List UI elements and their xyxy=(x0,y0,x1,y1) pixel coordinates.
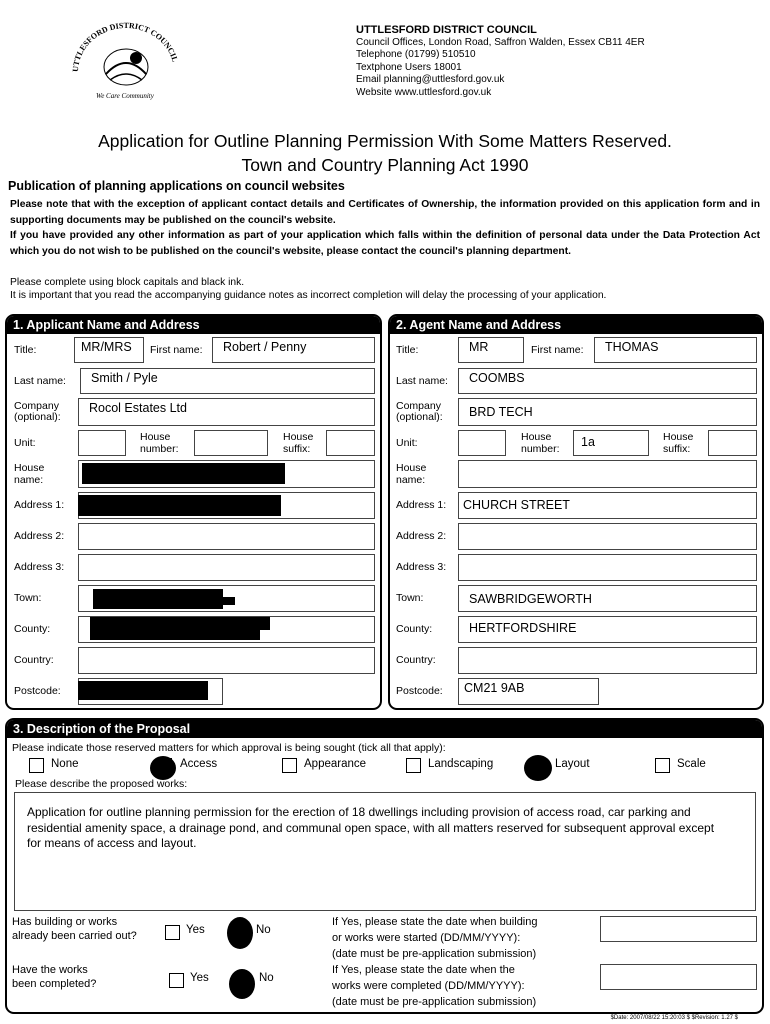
applicant-address2-label: Address 2: xyxy=(14,530,65,542)
reserved-matters-prompt: Please indicate those reserved matters for which approval is being sought (tick all that apply): xyxy=(12,742,446,754)
access-label: Access xyxy=(180,758,218,770)
landscaping-label: Landscaping xyxy=(428,758,494,770)
scale-label: Scale xyxy=(677,758,706,770)
applicant-address2-field[interactable] xyxy=(78,523,375,550)
works-completed-no-tick-mark xyxy=(229,969,255,999)
agent-first-name-field[interactable]: THOMAS xyxy=(594,337,757,363)
agent-town-label: Town: xyxy=(396,592,424,604)
appearance-checkbox[interactable] xyxy=(282,758,297,773)
applicant-address3-label: Address 3: xyxy=(14,561,65,573)
agent-house-name-label: House xyxy=(396,462,427,474)
works-completed-no-label: No xyxy=(259,972,274,984)
form-title: Application for Outline Planning Permission With Some Matters Reserved. xyxy=(98,131,672,151)
agent-postcode-field[interactable]: CM21 9AB xyxy=(458,678,599,705)
agent-unit-label: Unit: xyxy=(396,437,418,449)
council-address: Council Offices, London Road, Saffron Walden, Essex CB11 4ER xyxy=(356,36,645,48)
agent-town-field[interactable]: SAWBRIDGEWORTH xyxy=(458,585,757,612)
applicant-house-label: House xyxy=(140,431,171,443)
works-started-yes-checkbox[interactable] xyxy=(165,925,180,940)
works-completed-yes-label: Yes xyxy=(190,972,209,984)
agent-heading: 2. Agent Name and Address xyxy=(390,316,762,334)
layout-label: Layout xyxy=(555,758,590,770)
applicant-house-suffix-field[interactable] xyxy=(326,430,375,456)
applicant-first-name-label: First name: xyxy=(150,344,203,356)
agent-company-field[interactable]: BRD TECH xyxy=(458,398,757,426)
appearance-label: Appearance xyxy=(304,758,367,770)
agent-title-label: Title: xyxy=(396,344,419,356)
agent-county-field[interactable]: HERTFORDSHIRE xyxy=(458,616,757,643)
layout-tick-mark xyxy=(524,755,552,781)
redaction-mark xyxy=(221,597,235,605)
agent-address2-field[interactable] xyxy=(458,523,757,550)
applicant-optional-label: (optional): xyxy=(14,411,61,423)
none-checkbox[interactable] xyxy=(29,758,44,773)
agent-address1-field[interactable]: CHURCH STREET xyxy=(458,492,757,519)
form-subtitle: Town and Country Planning Act 1990 xyxy=(241,155,529,175)
redaction-mark xyxy=(78,681,208,700)
redaction-mark xyxy=(78,495,281,516)
agent-house-label: House xyxy=(521,431,552,443)
works-completed-yes-checkbox[interactable] xyxy=(169,973,184,988)
agent-unit-field[interactable] xyxy=(458,430,506,456)
applicant-address3-field[interactable] xyxy=(78,554,375,581)
scale-checkbox[interactable] xyxy=(655,758,670,773)
agent-postcode-label: Postcode: xyxy=(396,685,443,697)
proposal-description-text: Application for outline planning permission for the erection of 18 dwellings including provision of access road, car parking and residential amenity space, a drainage pond, and communal open space, with all matters reserved for subsequent approval except for means of access and layout. xyxy=(27,805,715,850)
start-date-field[interactable] xyxy=(600,916,757,942)
redaction-mark xyxy=(90,628,260,640)
agent-address3-label: Address 3: xyxy=(396,561,447,573)
publication-heading: Publication of planning applications on council websites xyxy=(8,179,345,193)
applicant-country-field[interactable] xyxy=(78,647,375,674)
applicant-unit-field[interactable] xyxy=(78,430,126,456)
logo-motto: We Care Community xyxy=(96,92,154,100)
agent-address3-field[interactable] xyxy=(458,554,757,581)
agent-address1-label: Address 1: xyxy=(396,499,447,511)
agent-house-name-field[interactable] xyxy=(458,460,757,488)
redaction-mark xyxy=(82,463,285,484)
redaction-mark xyxy=(93,589,223,609)
logo-ring-text: UTTLESFORD DISTRICT COUNCIL xyxy=(70,20,180,73)
works-started-question: Has building or works already been carried out? xyxy=(12,916,137,942)
council-logo xyxy=(66,12,186,104)
agent-first-name-label: First name: xyxy=(531,344,584,356)
agent-suffix-label: suffix: xyxy=(663,443,691,455)
agent-address2-label: Address 2: xyxy=(396,530,447,542)
applicant-name-label: name: xyxy=(14,474,44,486)
applicant-suffix-label: suffix: xyxy=(283,443,311,455)
applicant-country-label: Country: xyxy=(14,654,54,666)
describe-works-prompt: Please describe the proposed works: xyxy=(15,778,188,790)
start-date-instructions: If Yes, please state the date when building or works were started (DD/MM/YYYY): (date must be pre-application submission) xyxy=(332,916,538,960)
applicant-company-label: Company xyxy=(14,400,59,412)
instruction-block-capitals: Please complete using block capitals and black ink. xyxy=(10,277,245,288)
agent-title-field[interactable]: MR xyxy=(458,337,524,363)
applicant-first-name-field[interactable]: Robert / Penny xyxy=(212,337,375,363)
access-tick-mark xyxy=(150,756,176,780)
proposal-heading: 3. Description of the Proposal xyxy=(7,720,762,738)
applicant-house-number-field[interactable] xyxy=(194,430,268,456)
publication-notice: Please note that with the exception of applicant contact details and Certificates of Ownership, the information provided on this application form and in supporting documents may be published on the council's website. xyxy=(10,199,760,226)
applicant-unit-label: Unit: xyxy=(14,437,36,449)
applicant-address1-label: Address 1: xyxy=(14,499,65,511)
none-label: None xyxy=(51,758,79,770)
completion-date-instructions: If Yes, please state the date when the works were completed (DD/MM/YYYY): (date must be pre-application submission) xyxy=(332,964,537,1008)
agent-last-name-label: Last name: xyxy=(396,375,448,387)
agent-number-label: number: xyxy=(521,443,560,455)
instruction-guidance-notes: It is important that you read the accompanying guidance notes as incorrect completion will delay the processing of your application. xyxy=(10,290,607,301)
completion-date-field[interactable] xyxy=(600,964,757,990)
agent-company-label: Company xyxy=(396,400,441,412)
applicant-last-name-field[interactable]: Smith / Pyle xyxy=(80,368,375,394)
agent-optional-label: (optional): xyxy=(396,411,443,423)
works-completed-question: Have the works been completed? xyxy=(12,964,97,990)
applicant-town-label: Town: xyxy=(14,592,42,604)
agent-house-number-field[interactable]: 1a xyxy=(573,430,649,456)
applicant-house-name-label: House xyxy=(14,462,45,474)
data-protection-notice: If you have provided any other information as part of your application which falls within the definition of personal data under the Data Protection Act which you do not wish to be published on the council's website, please contact the council's planning department. xyxy=(10,230,760,257)
works-started-no-tick-mark xyxy=(227,917,253,949)
council-name: UTTLESFORD DISTRICT COUNCIL xyxy=(356,24,537,36)
agent-county-label: County: xyxy=(396,623,433,635)
applicant-number-label: number: xyxy=(140,443,179,455)
applicant-last-name-label: Last name: xyxy=(14,375,66,387)
applicant-company-field[interactable]: Rocol Estates Ltd xyxy=(78,398,375,426)
agent-last-name-field[interactable]: COOMBS xyxy=(458,368,757,394)
works-started-yes-label: Yes xyxy=(186,924,205,936)
applicant-title-label: Title: xyxy=(14,344,37,356)
council-header xyxy=(356,24,645,99)
works-started-no-label: No xyxy=(256,924,271,936)
applicant-county-label: County: xyxy=(14,623,51,635)
landscaping-checkbox[interactable] xyxy=(406,758,421,773)
agent-country-field[interactable] xyxy=(458,647,757,674)
council-textphone: Textphone Users 18001 xyxy=(356,61,462,73)
council-email: Email planning@uttlesford.gov.uk xyxy=(356,74,505,85)
applicant-title-field[interactable]: MR/MRS xyxy=(74,337,144,363)
agent-country-label: Country: xyxy=(396,654,436,666)
council-telephone: Telephone (01799) 510510 xyxy=(356,49,476,60)
council-website: Website www.uttlesford.gov.uk xyxy=(356,86,492,98)
agent-house-suffix-field[interactable] xyxy=(708,430,757,456)
applicant-house-suffix-label: House xyxy=(283,431,314,443)
agent-name-label: name: xyxy=(396,474,426,486)
applicant-postcode-label: Postcode: xyxy=(14,685,61,697)
revision-footer: $Date: 2007/08/22 15:20:03 $ $Revision: 1.27 $ xyxy=(610,1015,738,1021)
applicant-heading: 1. Applicant Name and Address xyxy=(7,316,380,334)
agent-house-suffix-label: House xyxy=(663,431,694,443)
